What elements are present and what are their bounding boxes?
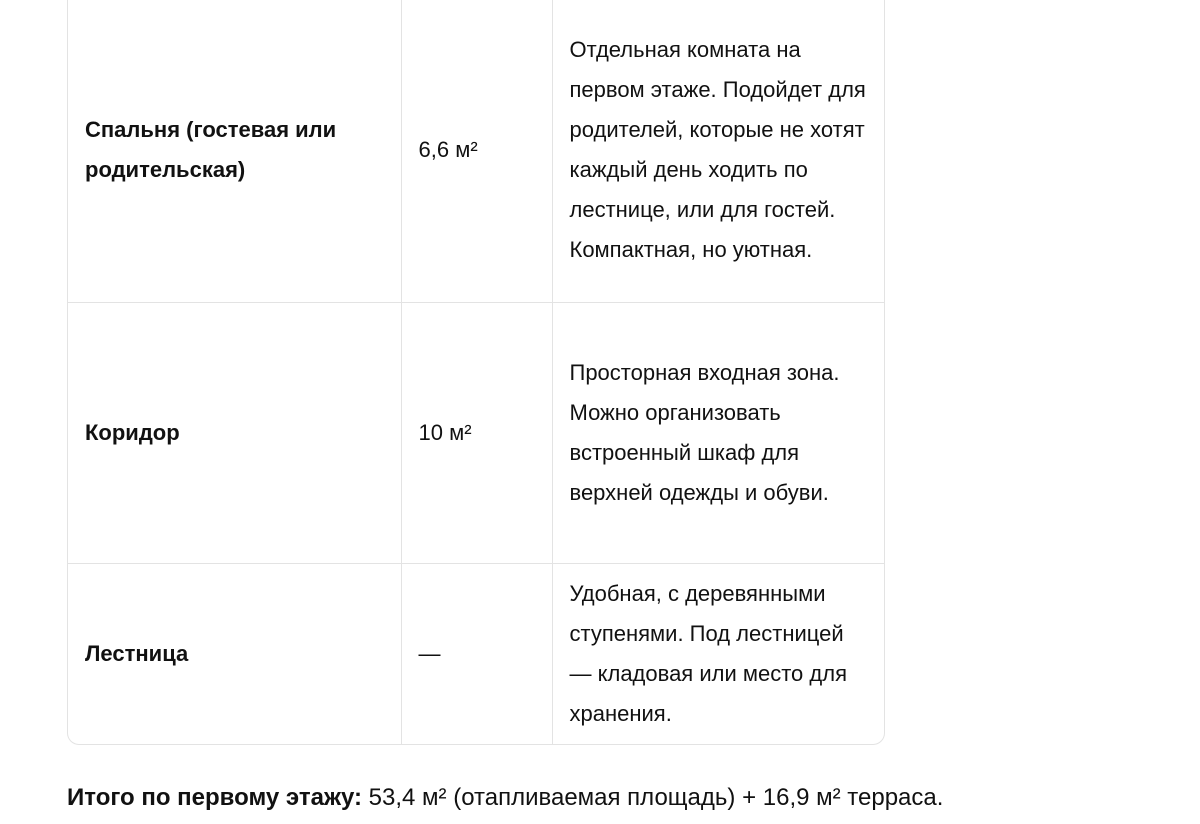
- room-area-cell: 10 м²: [401, 302, 552, 563]
- table-row: [68, 563, 884, 744]
- room-area-cell: —: [401, 563, 552, 744]
- room-name-cell: Коридор: [68, 302, 401, 563]
- room-description-cell: Отдельная комната на первом этаже. Подойдет для родителей, которые не хотят каждый день ходить по лестнице, или для гостей. Компактная, но уютная.: [552, 0, 884, 302]
- table-row: [68, 302, 884, 563]
- rooms-table: [68, 0, 884, 744]
- floor-total-value: 53,4 м² (отапливаемая площадь) + 16,9 м² терраса.: [362, 784, 944, 811]
- floor-total-summary: [67, 778, 943, 818]
- room-name-cell: Лестница: [68, 563, 401, 744]
- room-description-cell: Удобная, с деревянными ступенями. Под лестницей — кладовая или место для хранения.: [569, 580, 847, 726]
- table-row: [68, 0, 884, 302]
- room-name-cell: Спальня (гостевая или родительская): [68, 0, 401, 302]
- rooms-table-container: [67, 0, 885, 745]
- room-description-cell: Просторная входная зона. Можно организовать встроенный шкаф для верхней одежды и обуви.: [552, 302, 884, 563]
- floor-total-label: Итого по первому этажу:: [67, 784, 362, 811]
- room-area-cell: 6,6 м²: [401, 0, 552, 302]
